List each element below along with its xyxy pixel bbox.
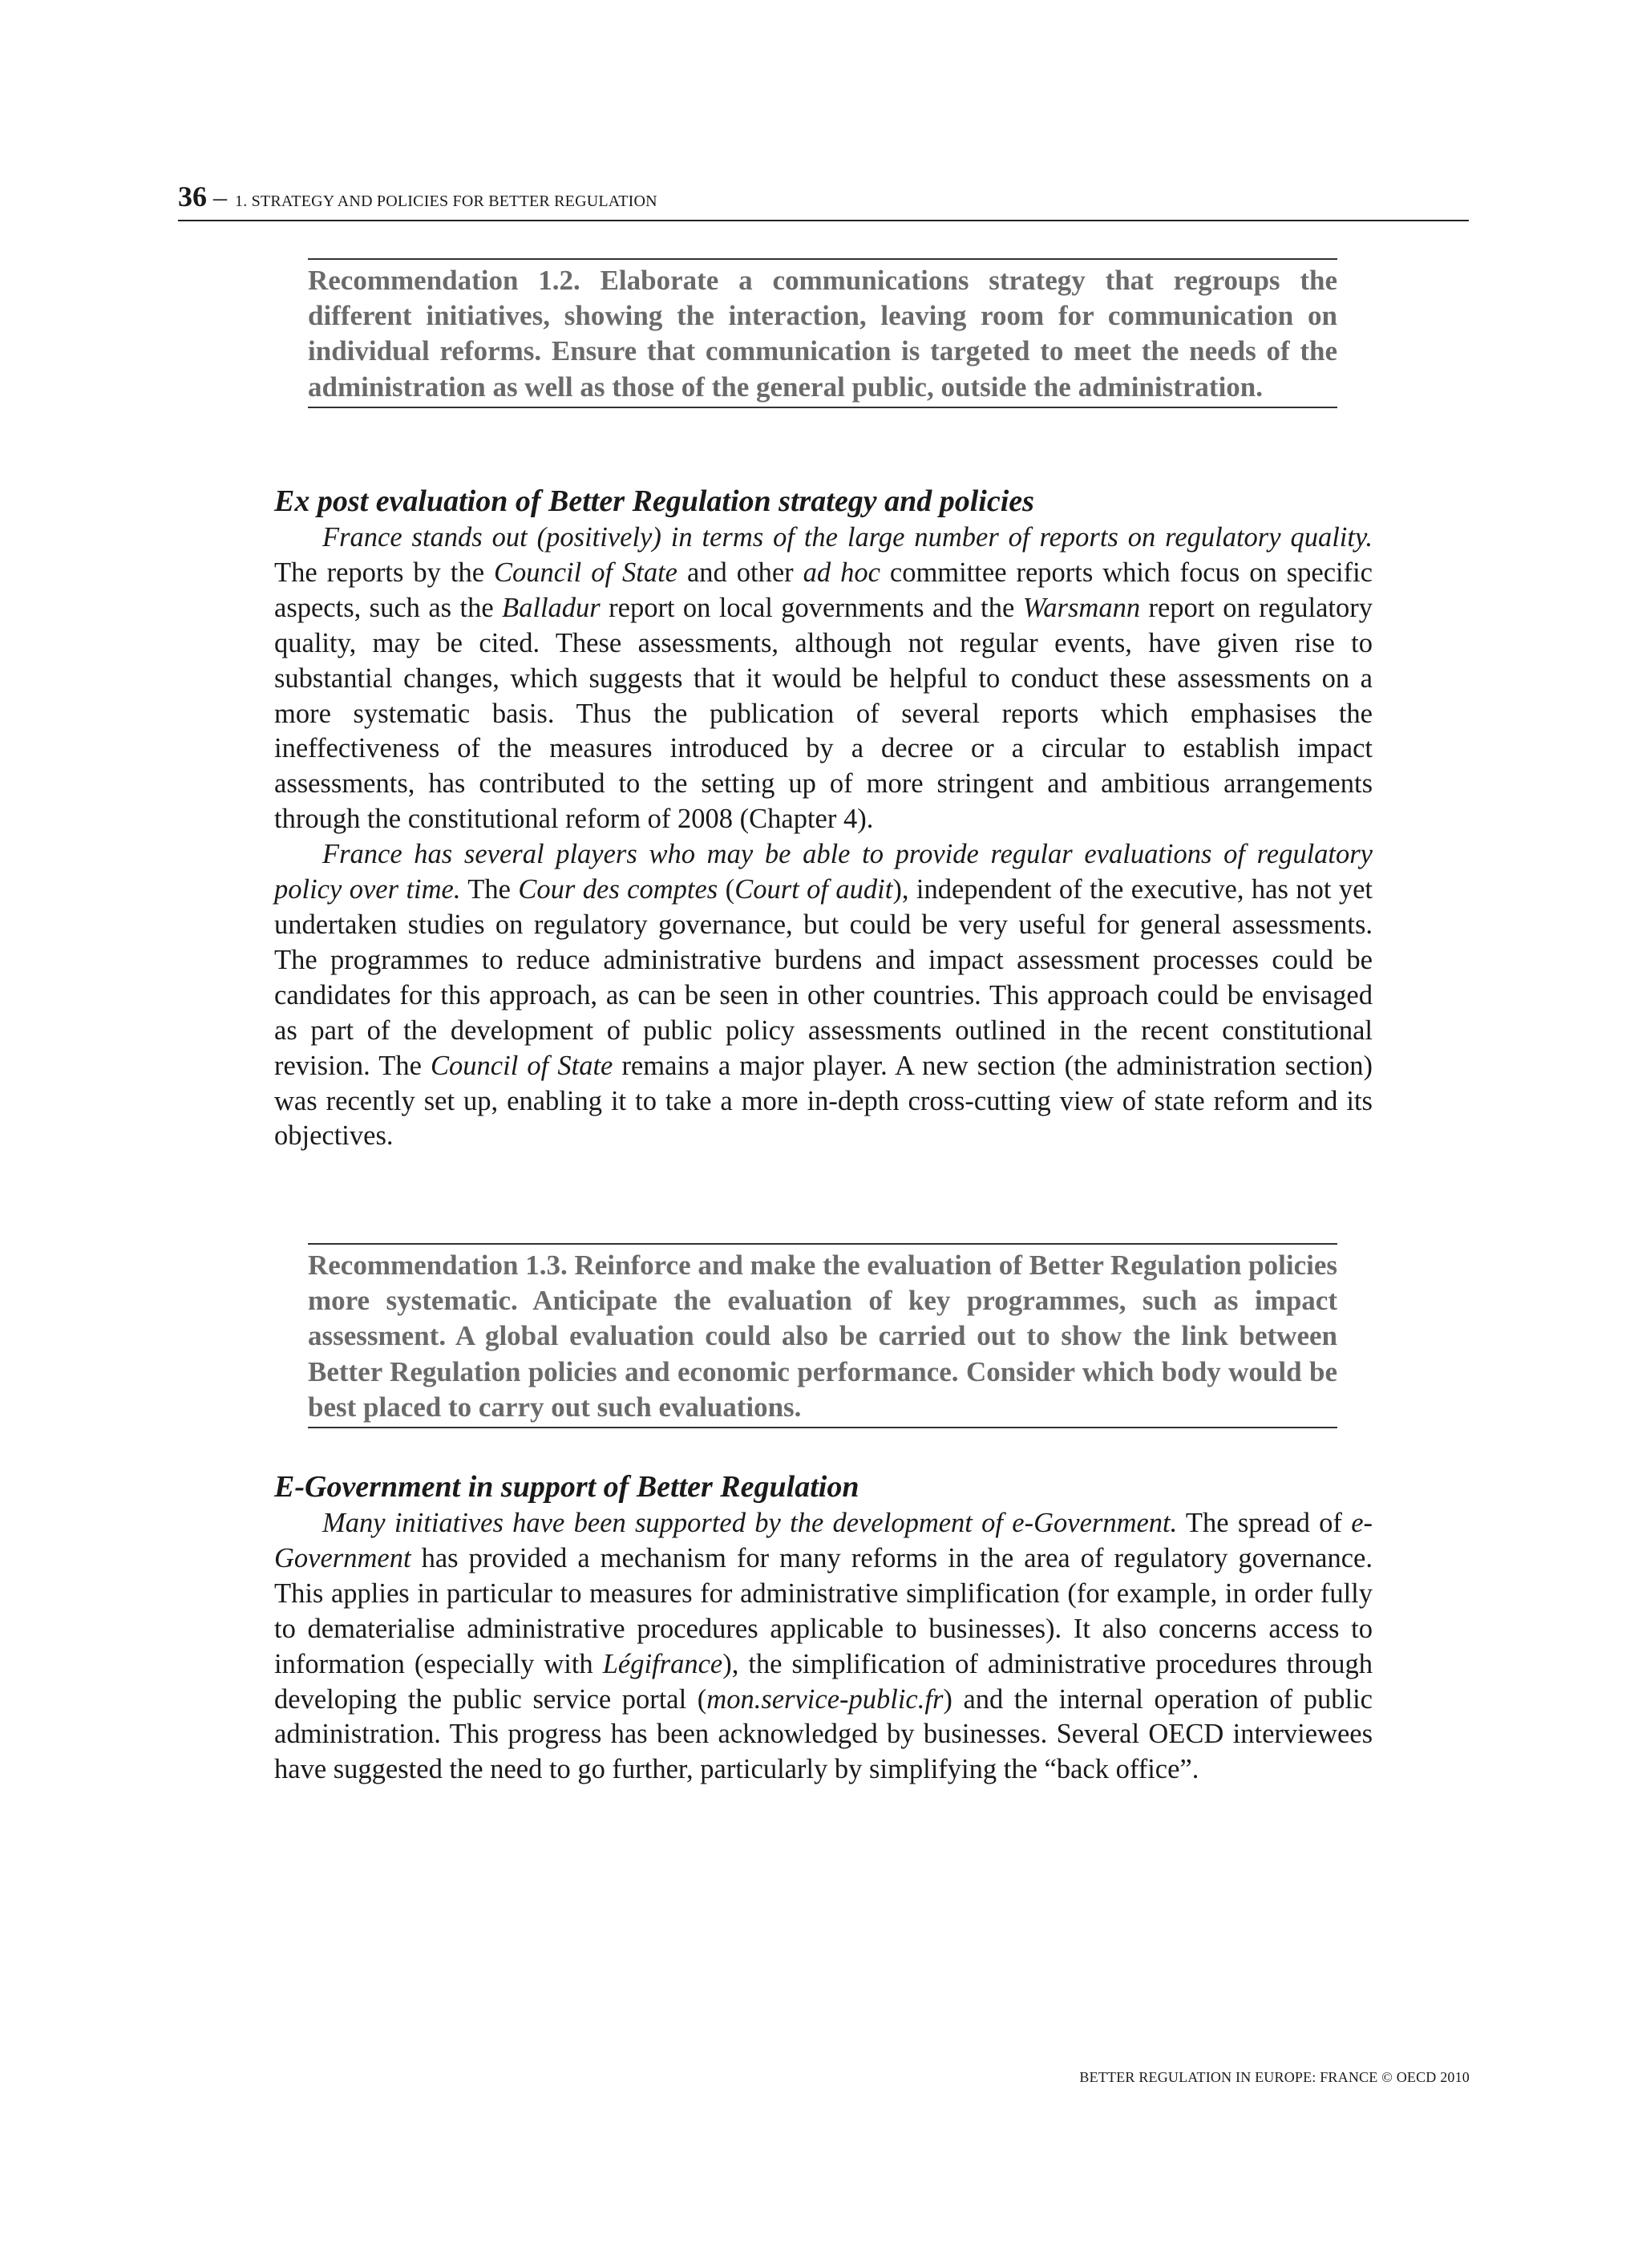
paragraph-lead: France has several players who may be able to provide regular evaluations of regulatory policy over time.: [274, 839, 1373, 905]
section-e-government: [274, 1468, 1373, 1788]
page-number: 36: [178, 180, 207, 213]
paragraph-lead: Many initiatives have been supported by the development of e-Government.: [322, 1508, 1178, 1538]
paragraph-reports: France stands out (positively) in terms of the large number of reports on regulatory quality. The reports by the Council of State and other ad hoc committee reports which focus on specific aspects, such as the Balladur report on local governments and the Warsmann report on regulatory quality, may be cited. These assessments, although not regular events, have given rise to substantial changes, which suggests that it would be helpful to conduct these assessments on a more systematic basis. Thus the publication of several reports which emphasises the ineffectiveness of the measures introduced by a decree or a circular to establish impact assessments, has contributed to the setting up of more stringent and ambitious arrangements through the constitutional reform of 2008 (Chapter 4).: [274, 522, 1373, 835]
section-heading-e-government: E-Government in support of Better Regulation: [274, 1470, 859, 1504]
recommendation-1-3-box: [308, 1243, 1337, 1428]
page-footer: BETTER REGULATION IN EUROPE: FRANCE © OECD 2010: [1079, 2069, 1470, 2085]
paragraph-lead: France stands out (positively) in terms of the large number of reports on regulatory quality.: [322, 522, 1373, 553]
section-ex-post-evaluation: [274, 482, 1373, 1154]
page-header: [178, 180, 1469, 221]
paragraph-e-government: Many initiatives have been supported by the development of e-Government. The spread of e-Government has provided a mechanism for many reforms in the area of regulatory governance. This applies in particular to measures for administrative simplification (for example, in order fully to dematerialise administrative procedures applicable to businesses). It also concerns access to information (especially with Légifrance), the simplification of administrative procedures through developing the public service portal (mon.service-public.fr) and the internal operation of public administration. This progress has been acknowledged by businesses. Several OECD interviewees have suggested the need to go further, particularly by simplifying the “back office”.: [274, 1508, 1373, 1785]
running-title: 1. STRATEGY AND POLICIES FOR BETTER REGULATION: [235, 192, 657, 210]
paragraph-players: France has several players who may be able to provide regular evaluations of regulatory policy over time. The Cour des comptes (Court of audit), independent of the executive, has not yet undertaken studies on regulatory governance, but could be very useful for general assessments. The programmes to reduce administrative burdens and impact assessment processes could be candidates for this approach, as can be seen in other countries. This approach could be envisaged as part of the development of public policy assessments outlined in the recent constitutional revision. The Council of State remains a major player. A new section (the administration section) was recently set up, enabling it to take a more in-depth cross-cutting view of state reform and its objectives.: [274, 839, 1373, 1152]
section-heading-ex-post: Ex post evaluation of Better Regulation strategy and policies: [274, 484, 1034, 518]
recommendation-1-2-box: [308, 258, 1337, 408]
recommendation-1-3-text: Recommendation 1.3. Reinforce and make the evaluation of Better Regulation policies more systematic. Anticipate the evaluation of key programmes, such as impact assessment. A global evaluation could also be carried out to show the link between Better Regulation policies and economic performance. Consider which body would be best placed to carry out such evaluations.: [308, 1249, 1337, 1423]
header-dash: –: [213, 183, 227, 213]
recommendation-1-2-text: Recommendation 1.2. Elaborate a communications strategy that regroups the different initiatives, showing the interaction, leaving room for communication on individual reforms. Ensure that communication is targeted to meet the needs of the administration as well as those of the general public, outside the administration.: [308, 265, 1337, 403]
